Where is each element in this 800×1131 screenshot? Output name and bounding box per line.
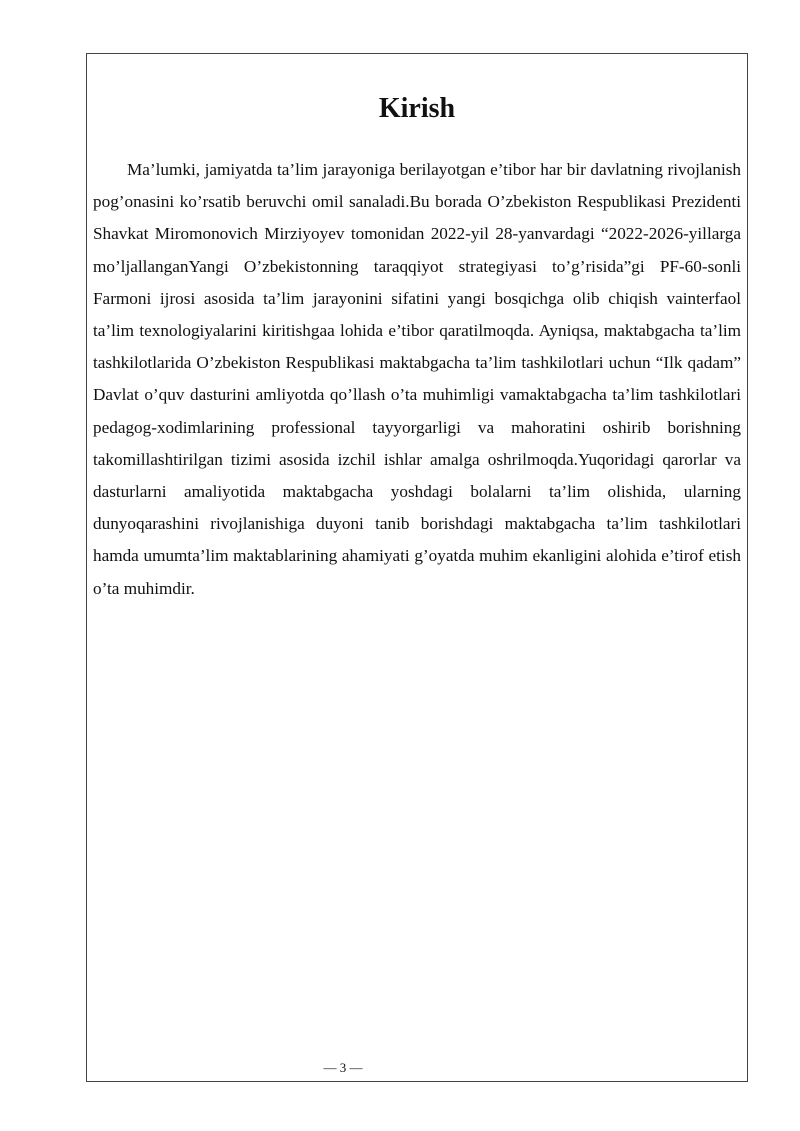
body-paragraph: Ma’lumki, jamiyatda ta’lim jarayoniga berilayotgan e’tibor har bir davlatning rivojlanish pog’onasini ko’rsatib beruvchi omil sanaladi.Bu borada O’zbekiston Respublikasi Prezidenti Shavkat Miromonovich Mirziyoyev tomonidan 2022-yil 28-yanvardagi “2022-2026-yillarga mo’ljallanganYangi O’zbekistonning taraqqiyot strategiyasi to’g’risida”gi PF-60-sonli Farmoni ijrosi asosida ta’lim jarayonini sifatini yangi bosqichga olib chiqish vainterfaol ta’lim texnologiyalarini kiritishgaa lohida e’tibor qaratilmoqda. Ayniqsa, maktabgacha ta’lim tashkilotlarida O’zbekiston Respublikasi maktabgacha ta’lim tashkilotlari uchun “Ilk qadam” Davlat o’quv dasturini amliyotda qo’llash o’ta muhimligi vamaktabgacha ta’lim tashkilotlari pedagog-xodimlarining professional tayyorgarligi va mahoratini oshirib borishning takomillashtirilgan tizimi asosida izchil ishlar amalga oshrilmoqda.Yuqoridagi qarorlar va dasturlarni amaliyotida maktabgacha yoshdagi bolalarni ta’lim olishida, ularning dunyoqarashini rivojlanishiga duyoni tanib borishdagi maktabgacha ta’lim tashkilotlari hamda umumta’lim maktablarining ahamiyati g’oyatda muhim ekanligini alohida e’tirof etish o’ta muhimdir. [93, 160, 741, 598]
page-title: Kirish [378, 93, 456, 124]
page-number: — 3 — [323, 1060, 363, 1075]
page-frame [86, 53, 748, 1082]
